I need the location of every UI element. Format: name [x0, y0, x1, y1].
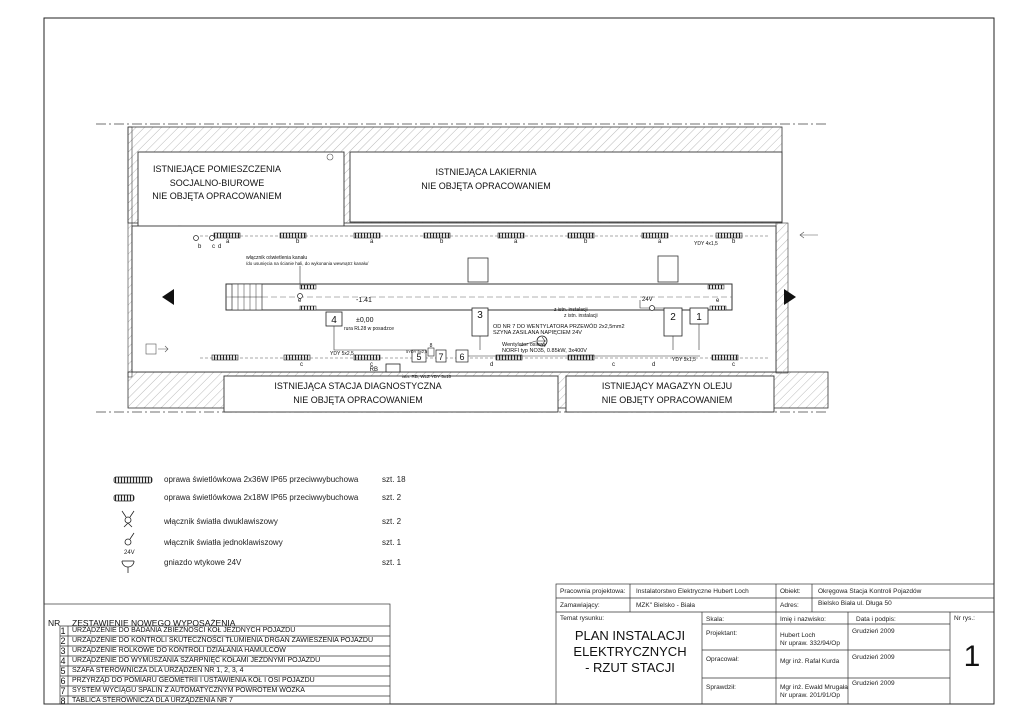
tb-adres-label: Adres: — [780, 602, 799, 609]
device-2-label: 2 — [670, 312, 676, 323]
equipment-title: ZESTAWIENIE NOWEGO WYPOSAŻENIA — [72, 618, 236, 628]
level-minus: -1.41 — [356, 297, 372, 304]
legend-symbol-lamp-18w — [114, 495, 134, 501]
legend-symbol-switch-single — [125, 533, 134, 545]
tb-adres-value: Bielsko Biała ul. Długa 50 — [818, 600, 892, 607]
equipment-row-nr: 6 — [60, 676, 66, 686]
room-diagnostyczna-line2: NIE OBJĘTA OPRACOWANIEM — [293, 395, 423, 405]
tb-projektant-date: Grudzień 2009 — [852, 628, 895, 635]
legend-lamp-18w-desc: oprawa świetlówkowa 2x18W IP65 przeciwwybuchowa — [164, 493, 359, 502]
tb-nr-rys-label: Nr rys.: — [954, 615, 975, 622]
circuit-a-4: a — [658, 239, 662, 245]
tb-skala-label: Skala: — [706, 616, 725, 623]
circuit-c-switch: c — [212, 244, 215, 250]
circuit-c-2: c — [370, 362, 373, 368]
equipment-row-desc: URZĄDZENIE DO KONTROLI SKUTECZNOŚCI TŁUMIENIA DRGAŃ ZAWIESZENIA POJAZDU — [72, 637, 374, 644]
circuit-c-3: c — [612, 362, 615, 368]
level-zero: ±0,00 — [356, 317, 374, 324]
room-lakiernia-line1: ISTNIEJĄCA LAKIERNIA — [435, 167, 537, 177]
tb-projektant-label: Projektant: — [706, 630, 738, 637]
tb-sprawdzil-label: Sprawdził: — [706, 684, 736, 691]
note-fan-1: Wentylator osiowy — [502, 342, 547, 348]
tb-zamawiajacy-label: Zamawiający: — [560, 602, 600, 609]
circuit-e-2: e — [716, 298, 720, 304]
tb-opracowal-name: Mgr inż. Rafał Kurda — [780, 658, 840, 665]
note-switch-1: włącznik oświetlenia kanału — [246, 255, 308, 261]
device-3-label: 3 — [477, 310, 483, 321]
circuit-c-4: c — [732, 362, 735, 368]
tb-zamawiajacy-value: MZK" Bielsko - Biała — [636, 602, 696, 609]
circuit-b-3: b — [584, 239, 588, 245]
device-8-box — [428, 348, 434, 356]
room-socjalno-line2: SOCJALNO-BIUROWE — [169, 178, 265, 188]
legend-switch-double-qty: szt. 2 — [382, 517, 402, 526]
note-vent-2: SZYNA ZASILANA NAPIĘCIEM 24V — [493, 330, 582, 336]
equipment-row-desc: TABLICA STEROWNICZA DLA URZĄDZENIA NR 7 — [72, 697, 233, 704]
tb-sprawdzil-date: Grudzień 2009 — [852, 680, 895, 687]
tb-pracownia-label: Pracownia projektowa: — [560, 588, 626, 595]
tb-sprawdzil-name: Mgr inż. Ewald Mrugała — [780, 684, 848, 691]
legend-lamp-36w-desc: oprawa świetlówkowa 2x36W IP65 przeciwwybuchowa — [164, 475, 359, 484]
floor-plan — [96, 124, 828, 412]
legend-symbol-switch-double — [122, 511, 134, 527]
room-lakiernia-line2: NIE OBJĘTA OPRACOWANIEM — [421, 181, 551, 191]
equipment-row-nr: 5 — [60, 666, 66, 676]
tb-pracownia-value: Instalatorstwo Elektryczne Hubert Loch — [636, 588, 749, 595]
legend-symbol-lamp-36w — [114, 477, 152, 483]
note-istn-1: z istn. instalacji — [554, 307, 588, 313]
legend-symbols — [114, 477, 152, 573]
note-vent-1: OD NR 7 DO WENTYLATORA PRZEWÓD 2x2,5mm2 — [493, 324, 625, 330]
circuit-e-1: e — [298, 298, 302, 304]
legend-socket-qty: szt. 1 — [382, 558, 402, 567]
tb-obiekt-label: Obiekt: — [780, 588, 801, 595]
room-socjalno-line3: NIE OBJĘTA OPRACOWANIEM — [152, 191, 282, 201]
tb-opracowal-date: Grudzień 2009 — [852, 654, 895, 661]
legend-socket-desc: gniazdo wtykowe 24V — [164, 558, 242, 567]
equipment-row-nr: 4 — [60, 656, 66, 666]
equipment-row-nr: 2 — [60, 636, 66, 646]
cable-ydy-top: YDY 4x1,5 — [694, 241, 718, 247]
equipment-row-nr: 3 — [60, 646, 66, 656]
cable-ydy-mid: 5YDY 5x2,5 — [406, 349, 428, 354]
legend-switch-single-desc: włącznik światła jednoklawiszowy — [164, 538, 283, 547]
tb-title-line3: - RZUT STACJI — [585, 660, 675, 675]
tb-title-line1: PLAN INSTALACJI — [574, 628, 686, 643]
circuit-b-switch: b — [198, 244, 202, 250]
socket-24v-label: 24V — [642, 297, 653, 303]
room-diagnostyczna-line1: ISTNIEJĄCA STACJA DIAGNOSTYCZNA — [274, 381, 442, 391]
circuit-d-1: d — [490, 362, 494, 368]
equipment-row-desc: URZĄDZENIE DO WYMUSZANIA SZARPNIĘĆ KOŁAMI JEZDNYMI POJAZDU — [72, 657, 321, 664]
tb-sprawdzil-upr: Nr upraw. 201/91/Op — [780, 692, 840, 699]
cable-ydy-bottom-right: YDY 5x1,5 — [672, 357, 696, 363]
tb-opracowal-label: Opracował: — [706, 656, 739, 663]
room-magazyn-line1: ISTNIEJĄCY MAGAZYN OLEJU — [601, 381, 733, 391]
circuit-a-3: a — [514, 239, 518, 245]
tb-obiekt-value: Okręgowa Stacja Kontroli Pojazdów — [818, 588, 922, 595]
tb-title-line2: ELEKTRYCZNYCH — [573, 644, 687, 659]
legend-lamp-18w-qty: szt. 2 — [382, 493, 402, 502]
circuit-a-1: a — [226, 239, 230, 245]
note-switch-2: /do usunięcia na ścianie hali, do wykonania wewnątrz kanału/ — [246, 261, 369, 266]
room-socjalno-line1: ISTNIEJĄCE POMIESZCZENIA — [152, 164, 282, 174]
equipment-row-desc: SZAFA STEROWNICZA DLA URZĄDZEŃ NR 1, 2, 3, 4 — [72, 667, 244, 674]
room-magazyn-line2: NIE OBJĘTY OPRACOWANIEM — [601, 395, 733, 405]
cable-ydy-bottom-left: YDY 5x2,5 — [330, 351, 354, 357]
circuit-b-4: b — [732, 239, 736, 245]
tb-projektant-name: Hubert Loch — [780, 632, 816, 639]
legend-switch-single-qty: szt. 1 — [382, 538, 402, 547]
legend-socket-tag: 24V — [124, 550, 135, 556]
note-fan-2: NORFI typ NO35, 0.85kW, 3x400V — [502, 348, 587, 354]
circuit-d-switch: d — [218, 244, 222, 250]
tb-data-label: Data i podpis: — [856, 616, 896, 623]
channel-stairs — [232, 284, 262, 310]
tb-imie-label: Imię i nazwisko: — [780, 616, 826, 623]
legend-switch-double-desc: włącznik światła dwuklawiszowy — [164, 517, 278, 526]
equipment-row-desc: SYSTEM WYCIĄGU SPALIN Z AUTOMATYCZNYM POWROTEM WÓZKA — [72, 687, 305, 694]
rb-label: RB — [369, 367, 378, 373]
column-left — [468, 258, 488, 282]
circuit-b-2: b — [440, 239, 444, 245]
equipment-row-nr: 1 — [60, 626, 66, 636]
equipment-row-desc: URZĄDZENIE DO BADANIA ZBIEŻNOŚCI KÓŁ JEZDNYCH POJAZDU — [72, 627, 296, 634]
legend-lamp-36w-qty: szt. 18 — [382, 475, 406, 484]
tb-temat-label: Temat rysunku: — [560, 615, 605, 622]
rb-board — [386, 364, 400, 372]
circuit-c-1: c — [300, 362, 303, 368]
note-istn-2: z istn. instalacji — [564, 313, 598, 319]
device-7-label: 7 — [438, 352, 444, 362]
note-rura: rura RL28 w posadzce — [344, 326, 395, 332]
legend-symbol-socket-24v — [122, 561, 134, 573]
column-right — [658, 256, 678, 282]
room-lakiernia — [350, 152, 782, 222]
equipment-row-nr: 7 — [60, 686, 66, 696]
circuit-a-2: a — [370, 239, 374, 245]
equipment-row-desc: PRZYRZĄD DO POMIARU GEOMETRII I USTAWIENIA KÓŁ I OSI POJAZDU — [72, 677, 315, 684]
equipment-nr-header: NR — [48, 618, 61, 628]
circuit-b-1: b — [296, 239, 300, 245]
device-1-label: 1 — [696, 312, 702, 323]
device-8-label: 8 — [429, 343, 433, 349]
tb-sheet-number: 1 — [963, 640, 981, 673]
entry-arrow-right — [784, 289, 796, 305]
circuit-d-2: d — [652, 362, 656, 368]
equipment-row-desc: URZĄDZENIE ROLKOWE DO KONTROLI DZIAŁANIA HAMULCÓW — [72, 647, 286, 654]
equipment-row-nr: 8 — [60, 696, 66, 706]
tb-projektant-upr: Nr upraw. 332/94/Op — [780, 640, 840, 647]
device-5-label: 5 — [416, 352, 422, 362]
rb-note: istn. RB, WLZ YDY 5x10 — [402, 374, 452, 379]
device-6-label: 6 — [459, 352, 465, 362]
device-4-label: 4 — [331, 315, 337, 326]
